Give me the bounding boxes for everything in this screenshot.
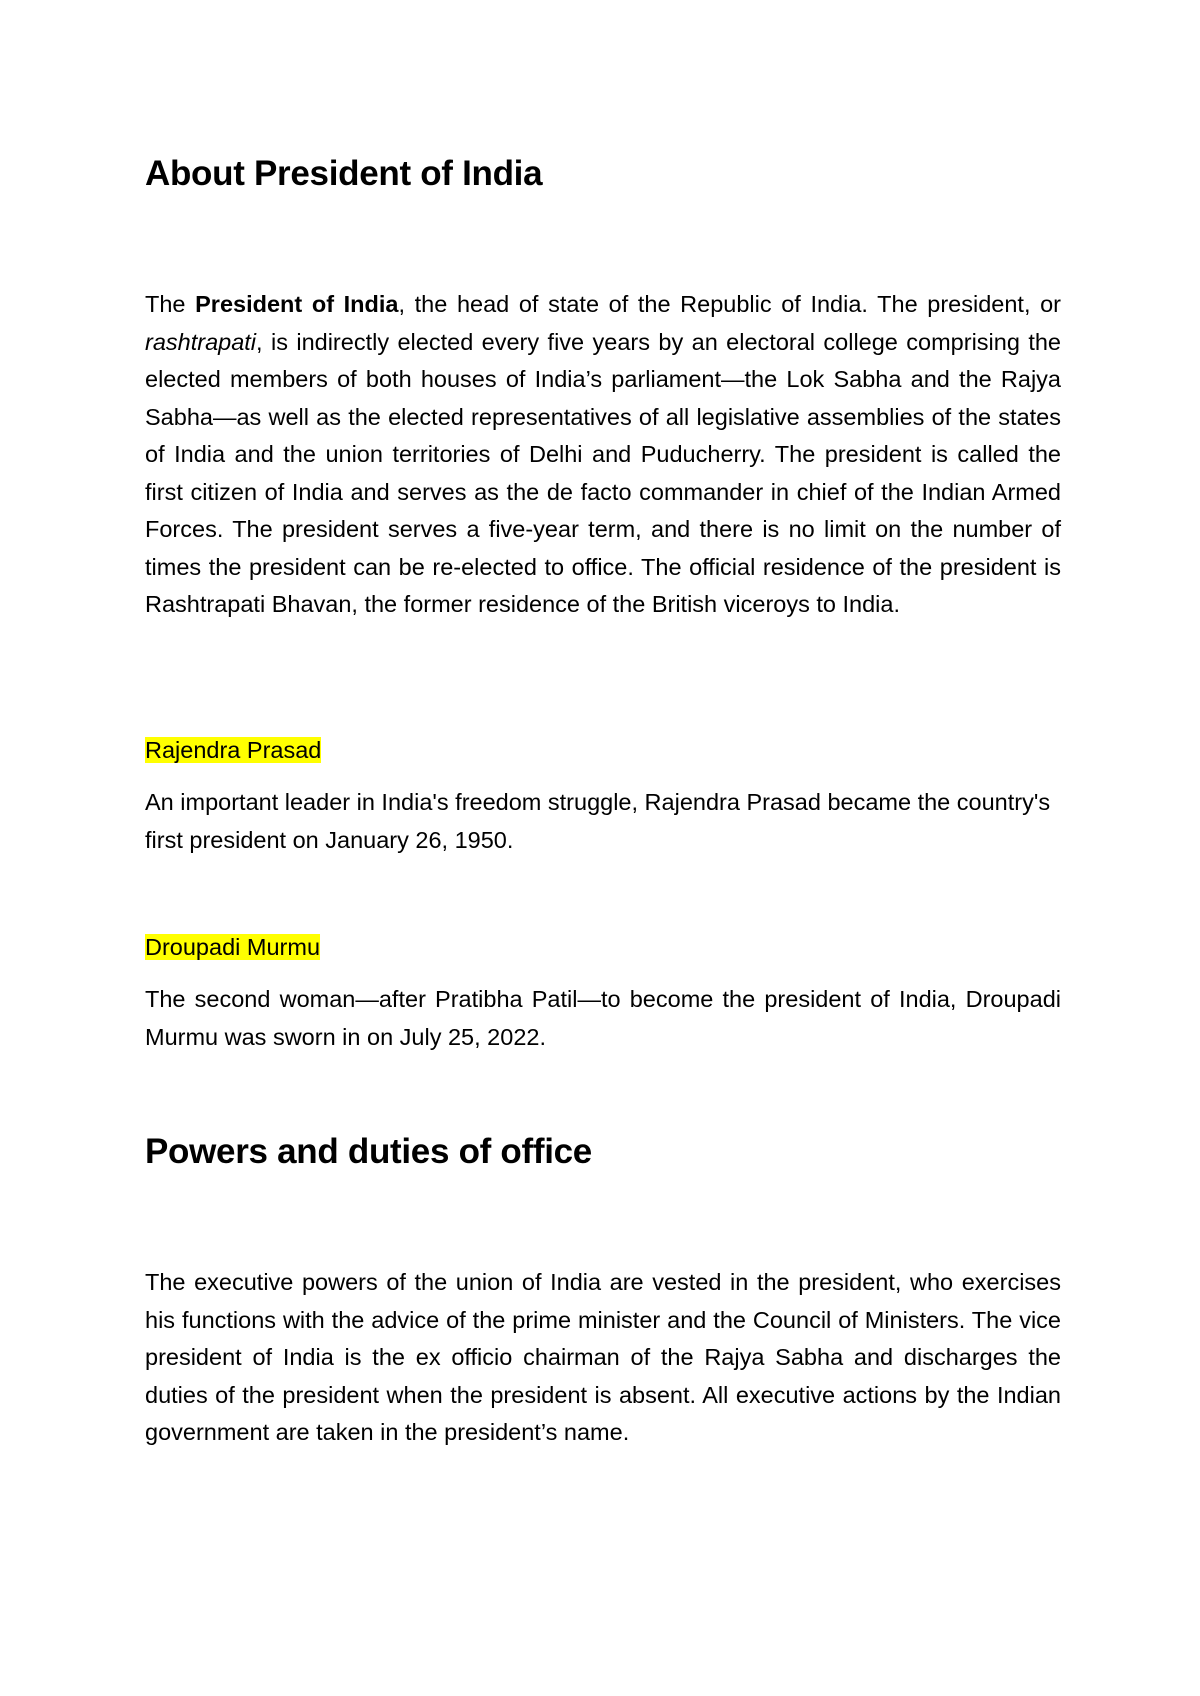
president-description-prasad: An important leader in India's freedom struggle, Rajendra Prasad became the country's first president on January 26, 1950. [145, 789, 1051, 853]
highlighted-name: Droupadi Murmu [145, 934, 321, 960]
president-name-prasad [145, 732, 321, 770]
president-description-murmu: The second woman—after Pratibha Patil—to become the president of India, Droupadi Murmu was sworn in on July 25, 2022. [145, 986, 1061, 1050]
about-text-1: The [145, 291, 196, 317]
about-paragraph [145, 286, 1061, 624]
about-bold-term: President of India [195, 291, 399, 317]
about-text-3: , is indirectly elected every five years by an electoral college comprising the elected members of both houses of India’s parliament—the Lok Sabha and the Rajya Sabha—as well as the elected representatives of all legislative assemblies of the states of India and the union territories of Delhi and Puducherry. The president is called the first citizen of India and serves as the de facto commander in chief of the Indian Armed Forces. The president serves a five-year term, and there is no limit on the number of times the president can be re-elected to office. The official residence of the president is Rashtrapati Bhavan, the former residence of the British viceroys to India. [145, 328, 1061, 617]
powers-paragraph: The executive powers of the union of India are vested in the president, who exercises his functions with the advice of the prime minister and the Council of Ministers. The vice president of India is the ex officio chairman of the Rajya Sabha and discharges the duties of the president when the president is absent. All executive actions by the Indian government are taken in the president’s name. [145, 1269, 1061, 1445]
section-heading-powers: Powers and duties of office [145, 1132, 592, 1171]
president-name-murmu [145, 929, 320, 967]
section-heading-about: About President of India [145, 154, 543, 193]
about-text-2: , the head of state of the Republic of India. The president, or [398, 291, 1061, 317]
about-italic-term: rashtrapati [145, 328, 257, 355]
highlighted-name: Rajendra Prasad [145, 737, 322, 763]
